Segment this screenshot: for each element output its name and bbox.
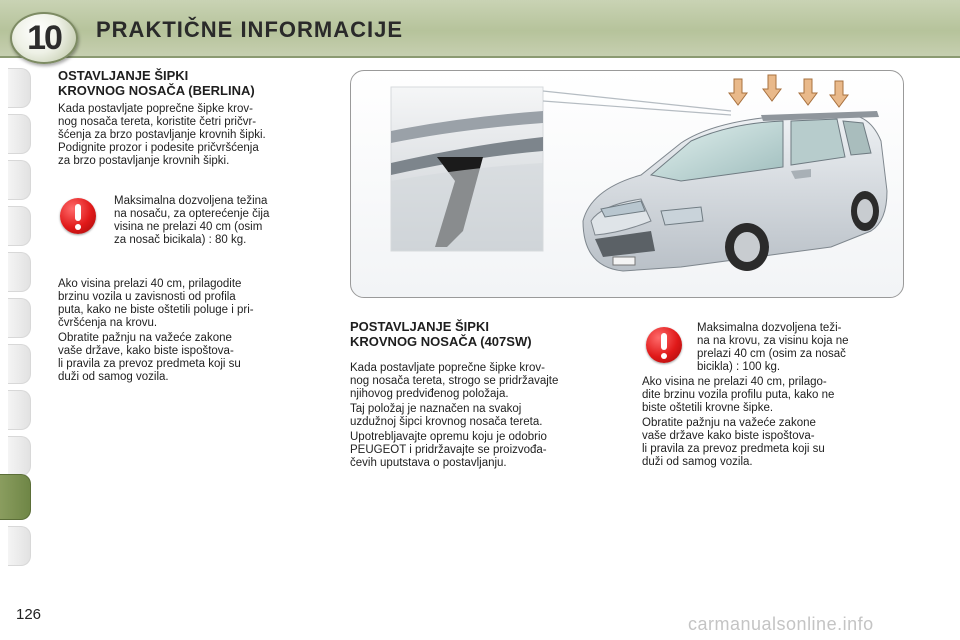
roof-bar-position-arrows [729, 75, 848, 107]
down-arrow-icon [763, 75, 781, 101]
sw-position-text: Taj položaj je naznačen na svakoj uzdužnoj šipci krovnog nosača tereta. [350, 403, 543, 428]
chapter-header [0, 0, 960, 58]
chapter-tab[interactable] [8, 390, 31, 430]
chapter-tab[interactable] [8, 160, 31, 200]
peugeot-407sw-car [583, 111, 887, 271]
sw-law-note: Obratite pažnju na važeće zakone vaše države kako biste ispoštova- li pravila za prevoz predmeta koji su duži od samog vozila. [642, 417, 825, 468]
chapter-tab[interactable] [8, 114, 31, 154]
chapter-tab[interactable] [8, 526, 31, 566]
chapter-tab-active[interactable] [0, 474, 31, 520]
sw-speed-note: Ako visina ne prelazi 40 cm, prilago- dite brzinu vozila profilu puta, kako ne biste oštetili krovne šipke. [642, 376, 835, 414]
chapter-number-badge: 10 [10, 12, 78, 64]
down-arrow-icon [799, 79, 817, 105]
chapter-tab[interactable] [8, 68, 31, 108]
car-roof-illustration [351, 71, 903, 297]
berlina-weight-warning: Maksimalna dozvoljena težina na nosaču, za opterećenje čija visina ne prelazi 40 cm (osim za nosač bicikala) : 80 kg. [114, 195, 270, 246]
down-arrow-icon [830, 81, 848, 107]
sw-weight-warning: Maksimalna dozvoljena teži- na na krovu, za visinu koja ne prelazi 40 cm (osim za nosač bicikla) : 100 kg. [697, 322, 849, 373]
sw-equipment-text: Upotrebljavajte opremu koju je odobrio PEUGEOT i pridržavajte se proizvođa- čevih uputstava o postavljanju. [350, 431, 547, 469]
page-number: 126 [16, 606, 42, 623]
warning-icon [60, 198, 96, 234]
berlina-intro-text: Kada postavljate poprečne šipke krov- nog nosača tereta, koristite četri pričvr- šćenja za brzo postavljanje krovnih šipki. Podignite prozor i podesite pričvršćenja za brzo postavljanje krovnih šipki. [58, 103, 266, 167]
roof-rail-closeup [391, 87, 543, 251]
berlina-speed-note: Ako visina prelazi 40 cm, prilagodite brzinu vozila u zavisnosti od profila puta, kako ne biste oštetili poluge i pri- čvršćenja na krovu. [58, 278, 254, 329]
roof-bar-illustration [350, 70, 904, 298]
chapter-tab[interactable] [8, 252, 31, 292]
watermark: carmanualsonline.info [688, 614, 874, 634]
chapter-tab[interactable] [8, 436, 31, 476]
chapter-title: PRAKTIČNE INFORMACIJE [96, 17, 404, 42]
section-heading-407sw: POSTAVLJANJE ŠIPKI KROVNOG NOSAČA (407SW) [350, 319, 532, 349]
down-arrow-icon [729, 79, 747, 105]
section-heading-berlina: OSTAVLJANJE ŠIPKI KROVNOG NOSAČA (BERLINA) [58, 68, 255, 98]
warning-icon [646, 327, 682, 363]
chapter-tab[interactable] [8, 206, 31, 246]
chapter-tabs [0, 68, 34, 574]
chapter-tab[interactable] [8, 344, 31, 384]
chapter-tab[interactable] [8, 298, 31, 338]
sw-intro-text: Kada postavljate poprečne šipke krov- nog nosača tereta, strogo se pridržavajte njihovog predviđenog položaja. [350, 362, 559, 400]
berlina-law-note: Obratite pažnju na važeće zakone vaše države, kako biste ispoštova- li pravila za prevoz predmeta koji su duži od samog vozila. [58, 332, 241, 383]
